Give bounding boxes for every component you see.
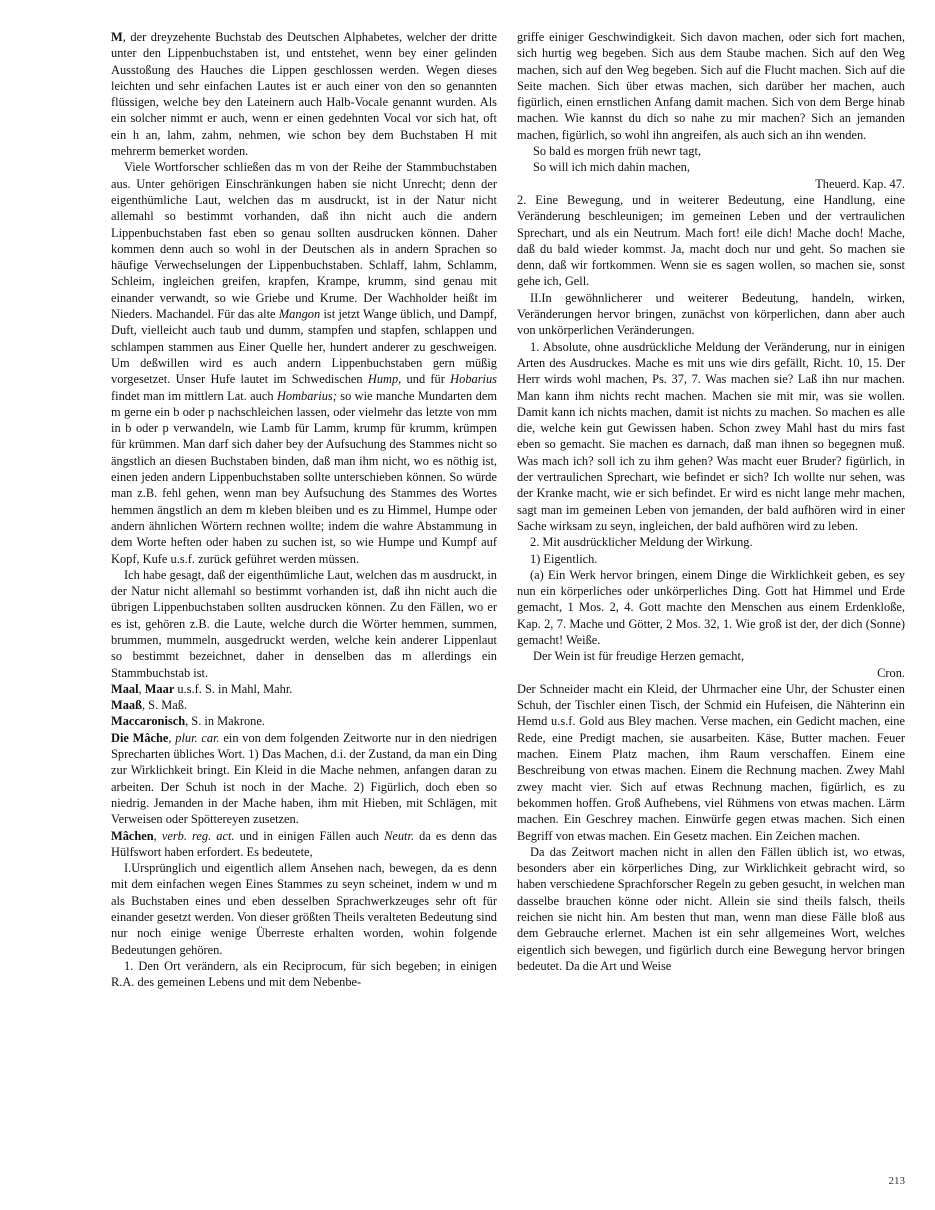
text-run: So will ich mich dahin machen, (533, 160, 690, 175)
text-run: u.s.f. S. in Mahl, Mahr. (174, 681, 293, 696)
text-run: Cron. (877, 665, 905, 680)
text-run: So bald es morgen früh newr tagt, (533, 144, 702, 159)
text-run: , (168, 730, 176, 745)
text-run: 1) Eigentlich. (530, 551, 598, 566)
headword: Maal (111, 681, 139, 696)
italic-term: Hombarius; (276, 388, 337, 403)
text-run: findet man im mittlern Lat. auch (111, 388, 277, 403)
paragraph (517, 339, 905, 535)
headword: Die Mâche (111, 730, 169, 745)
text-run: ein von dem folgenden Zeitworte nur in den niedrigen Sprecharten übliches Wort. 1) Das Machen, d.i. der Zustand, da man ein Ding zur Wirklichkeit bringt. Ein Kleid in die Mache nehmen, anfangen daran zu arbeiten. Der Schuh ist noch in der Mache. 2) Figürlich, doch eben so niedrig. Jemanden in der Mache haben, ihm mit Hieben, mit Schlägen, mit Verweisen oder Spöttereyen zusetzen. (111, 730, 497, 827)
italic-term: Hobarius (450, 372, 497, 387)
paragraph (517, 844, 905, 974)
paragraph (111, 828, 497, 861)
paragraph (111, 29, 497, 159)
paragraph (517, 567, 905, 648)
text-run: II.In gewöhnlicherer und weiterer Bedeutung, handeln, wirken, Veränderungen hervor bringen, zunächst von körperlichen, dann aber auch von unkörperlichen Veränderungen. (517, 290, 905, 338)
text-run: 1. Den Ort verändern, als ein Reciprocum, für sich begeben; in einigen R.A. des gemeinen Lebens und mit dem Nebenbe- (111, 958, 497, 990)
text-run: , der dreyzehente Buchstab des Deutschen Alphabetes, welcher der dritte unter den Lippenbuchstaben ist, und entstehet, wenn bey einer gelinden Ausstoßung des Hauches die Lippen geschlossen werden. Wegen dieses leichten und sehr einfachen Lautes ist er auch einer von den so genannten flüssigen, welche bey den Lateinern auch Halb-Vocale genannt wurden. Als ein solcher nimmt er auch, wenn er einen gedehnten Vocal vor sich hat, oft ein h an, lahm, zahm, nehmen, wie schon bey dem Buchstaben H mit mehrerm bemerket worden. (111, 30, 497, 159)
headword: M (111, 30, 123, 44)
paragraph (517, 290, 905, 339)
headword: Maccaronisch (111, 714, 186, 729)
text-run: , S. Maß. (141, 698, 188, 713)
text-run: 1. Absolute, ohne ausdrückliche Meldung der Veränderung, nur in einigen Arten des Ausdruckes. Mache es mit uns wie dirs gefällt, Richt. 10, 15. Der Herr wirds wohl machen, Ps. 37, 7. Was machen sie? Laß ihn nur machen. Man kann ihm nichts recht machen. Machen sie mit mir, was sie wollen. Damit kann ich nichts machen, damit ist nichts zu machen. So machen es alle die, welche kein gut Gewissen haben. Schon zwey Mahl hast du mirs fast eben so gemacht. Sie machen es darnach, daß man ihnen so begegnen muß. Was mach ich? soll ich zu ihm gehen? Was macht euer Bruder? figürlich, in der vertraulichen Sprechart, wie befindet er sich? Ich wollte nur sehen, was der Kranke macht, wie er sich befindet. Er wird es nicht lange mehr machen, sagt man im gemeinen Leben von jemanden, der bald aufhören wird in einer Sache wirksam zu seyn, ingleichen, der bald aufhören wird zu leben. (517, 339, 905, 533)
paragraph (111, 958, 497, 991)
text-run: Ich habe gesagt, daß der eigenthümliche Laut, welchen das m ausdruckt, in der Natur nicht allemahl so bestimmt vorhanden ist, daß ihn nicht auch die übrigen Lippenbuchstaben sollten ausdrucken können. Zu den Fällen, wo er es ist, gehören z.B. die Laute, welche durch die Wörter hemmen, summen, brummen, mummeln, ausgedruckt werden, welche kein anderer Lippenlaut so bestimmt bezeichnet, daher in denselben das m allerdings ein Stammbuchstab ist. (111, 567, 497, 680)
paragraph (111, 697, 497, 713)
headword: Mâchen (111, 828, 154, 843)
paragraph (111, 159, 497, 566)
paragraph (111, 713, 497, 729)
verse-line (517, 159, 905, 175)
headword: Maaß (111, 698, 142, 713)
text-run: (a) Ein Werk hervor bringen, einem Dinge die Wirklichkeit geben, es sey nun ein körperliches oder unkörperliches Ding. Gott hat Himmel und Erde gemacht, 1 Mos. 2, 4. Gott machte den Menschen aus einem Erdenkloße, Kap. 2, 7. Mache und Götter, 2 Mos. 32, 1. Wie groß ist der, der dich (Sonne) gemacht! Weiße. (517, 567, 905, 647)
text-run: I.Ursprünglich und eigentlich allem Ansehen nach, bewegen, da es denn mit dem einfachen wegen Eines Stammes zu seyn scheinet, indem w und m als Buchstaben eines und eben desselben Sprachwerkzeuges sehr oft für einander gesetzt werden. Von dieser größten Theils veralteten Bedeutung sind nur noch einige wenige Überreste erhalten worden, wohin folgende Bedeutungen gehören. (111, 861, 497, 957)
text-run: Theuerd. Kap. 47. (815, 176, 905, 191)
text-run: griffe einiger Geschwindigkeit. Sich davon machen, oder sich fort machen, sich hurtig weg begeben. Sich aus dem Staube machen. Sich auf den Weg machen, sich auf den Weg begeben. Sich auf die Flucht machen. Sich auf die Seite machen. Sich über etwas machen, sich darüber her machen, auch figürlich, einen ernstlichen Anfang damit machen. Sich von dem Berge hinab machen. Wie kannst du dich so nahe zu mir machen? Sich an jemanden machen, figürlich, so wohl ihn angreifen, als auch sich an ihn wenden. (517, 30, 905, 142)
text-run: und in einigen Fällen auch (234, 828, 385, 843)
italic-term: plur. car. (175, 730, 220, 745)
headword: Maar (144, 681, 175, 696)
paragraph (517, 534, 905, 550)
text-run: 2. Eine Bewegung, und in weiterer Bedeutung, eine Handlung, eine Veränderung beschleunigen; im gemeinen Leben und der vertraulichen Sprechart, und als ein Neutrum. Mach fort! eile dich! Mache doch! Mache, daß du bald wieder kommst. Ja, macht doch nur und geht. So machen sie denn, daß wir fortkommen. Wenn sie es sagen wollen, so machen sie, sonst gehe ich, Gell. (517, 192, 905, 289)
text-run: Viele Wortforscher schließen das m von der Reihe der Stammbuchstaben aus. Unter gehörigen Einschränkungen haben sie nicht Unrecht; denn der eigenthümliche Laut, welchen das m ausdruckt, ist in der Natur nicht allemahl so bestimmt vorhanden, daß ihn nicht auch die andern Lippenbuchstaben fast eben so genau sollten ausdrucken können. Daher kommen denn auch so wohl in der Deutschen als in andern Sprachen so häufige Verwechselungen der Lippenbuchstaben. Schlaff, lahm, Schlamm, Schleim, ingleichen greifen, krapfen, Krampe, krumm, sind genau mit einander verwandt, so wie Griebe und Krume. Der Wachholder heißt im Nieders. Machandel. Für das alte (111, 160, 497, 322)
paragraph (517, 29, 905, 143)
text-run: , (153, 828, 162, 843)
right-column (517, 29, 905, 974)
italic-term: Mangon (278, 307, 321, 322)
text-run: 2. Mit ausdrücklicher Meldung der Wirkung. (530, 535, 753, 550)
text-run: Der Wein ist für freudige Herzen gemacht, (533, 649, 745, 664)
left-column (111, 29, 497, 991)
italic-term: verb. reg. act. (161, 828, 235, 843)
italic-term: Neutr. (384, 828, 415, 843)
text-run: und für (401, 372, 451, 387)
citation (517, 665, 905, 681)
page-number: 213 (888, 1175, 905, 1187)
text-run: Der Schneider macht ein Kleid, der Uhrmacher eine Uhr, der Schuster einen Schuh, der Tischler einen Tisch, der Schmid ein Hufeisen, die Nähterinn ein Hemd u.s.f. Gold aus Bley machen. Verse machen, ein Gedicht machen, eine Rede, eine Predigt machen, sie ausarbeiten. Käse, Butter machen. Feuer machen. Einem Platz machen, ihm Raum verschaffen. Einem eine Beschreibung von etwas machen. Einem die Rechnung machen. Zwey Mahl zwey macht vier. Sich auf etwas Rechnung machen, figürlich, es zu bekommen hoffen. Groß Aufhebens, viel Rühmens von etwas machen. Lärm machen. Ein Geschrey machen. Einwürfe gegen etwas machen. Sich einen Begriff von etwas machen. Ein Gesetz machen. Ein Zeichen machen. (517, 681, 905, 843)
text-run: Da das Zeitwort machen nicht in allen den Fällen üblich ist, wo etwas, besonders aber ein körperliches Ding, zur Wirklichkeit gebracht wird, so haben verschiedene Sprachforscher Regeln zu geben gesucht, in welchen man dasselbe brauchen könne oder nicht. Allein sie sind theils falsch, theils reichen sie nicht hin. Am besten thut man, wenn man diese Fälle bloß aus dem Gebrauche erlernet. Machen ist ein sehr allgemeines Wort, welches eigentlich sich bewegen, und figürlich durch eine Bewegung hervor bringen bedeutet. Da die Art und Weise (517, 844, 905, 973)
paragraph (517, 551, 905, 567)
paragraph (111, 681, 497, 697)
paragraph (517, 192, 905, 290)
text-run: da es denn das Hülfswort haben erfordert. Es bedeutete, (111, 828, 497, 859)
text-run: ist jetzt Wange üblich, und Dampf, Duft, vielleicht auch taub und dumm, stampfen und stapfen, schlappen und schlampen stammen aus Einer Quelle her, hundert anderer zu geschweigen. Um deßwillen wird es auch andern Lippenbuchstaben gern müßig vorgesetzet. Unser Hufe lautet im Schwedischen (111, 307, 497, 387)
italic-term: Hump, (367, 372, 402, 387)
paragraph (111, 730, 497, 828)
paragraph (517, 681, 905, 844)
verse-line (517, 143, 905, 159)
citation (517, 176, 905, 192)
text-run: , S. in Makrone. (185, 714, 265, 729)
paragraph (111, 860, 497, 958)
verse-line (517, 648, 905, 664)
paragraph (111, 567, 497, 681)
text-run: so wie manche Mundarten dem m gerne ein b oder p nachschleichen lassen, oder vielmehr das letzte von mm in b oder p verwandeln, wie Lamb für Lamm, krump für krumm, krümpen für krümmen. Man darf sich daher bey der Aufsuchung des Stammes nicht so ängstlich an diesen Buchstaben binden, daß man ihm nicht, wo es nöthig ist, einen jeden andern Lippenbuchstaben sollte unterschieben können. So würde man z.B. fehl gehen, wenn man bey Aufsuchung des Stammes des Wortes hemmen ängstlich an dem m kleben bleiben und es zu Himmel, Humpe oder andern ähnlichen Wörtern rechnen wollte; indem die wahre Abstammung in dem Worte heften oder haben zu suchen ist, so wie Humpe und Kumpf auf Kopf, Kufe u.s.f. zurück geführet werden müssen. (111, 388, 497, 566)
text-run: , (138, 681, 145, 696)
